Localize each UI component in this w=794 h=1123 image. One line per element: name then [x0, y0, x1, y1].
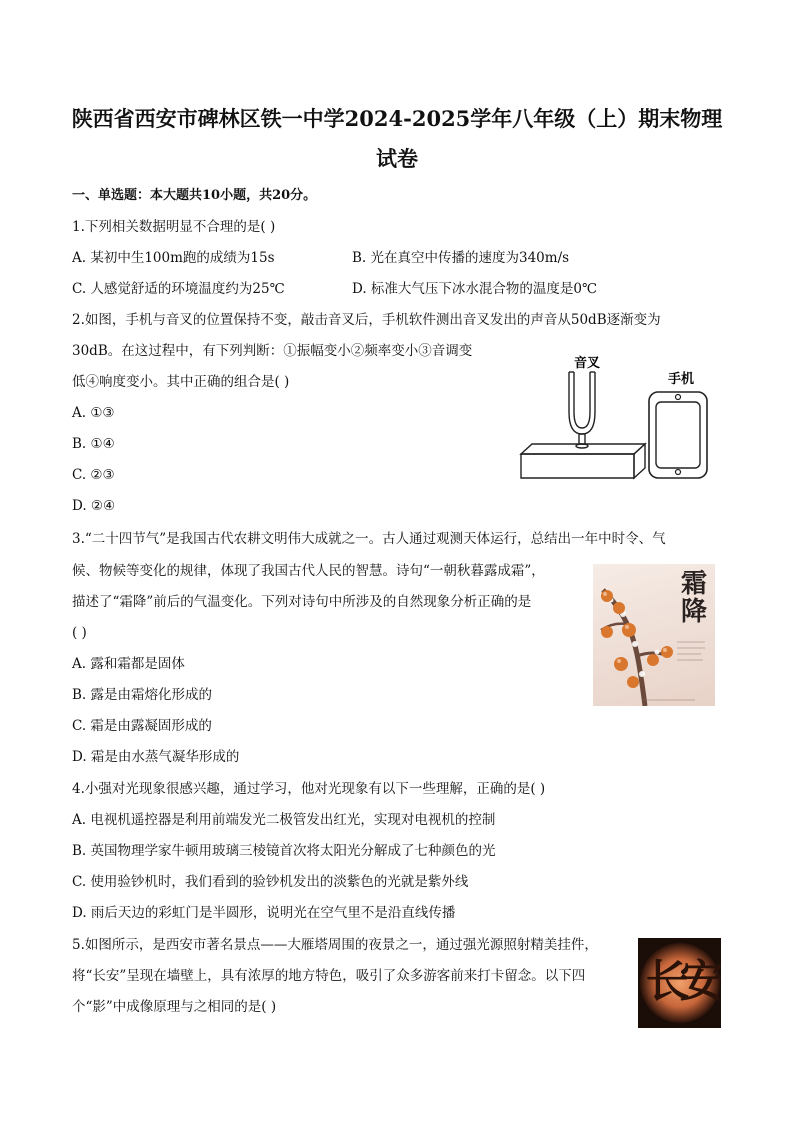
- fork-label: 音叉: [573, 355, 601, 370]
- q3-option-c: C. 霜是由露凝固形成的: [72, 718, 212, 734]
- q4-option-d: D. 雨后天边的彩虹门是半圆形，说明光在空气里不是沿直线传播: [72, 905, 456, 921]
- q2-option-c: C. ②③: [72, 467, 115, 483]
- q3-stem-line4: ( ): [72, 625, 87, 641]
- changan-photo-caption: 长安: [645, 956, 714, 1007]
- phone-label: 手机: [667, 371, 695, 386]
- page-title-continued: 试卷: [376, 146, 418, 171]
- q3-stem-line2: 候、物候等变化的规律，体现了我国古代人民的智慧。诗句“一朝秋暮露成霜”，: [72, 563, 545, 579]
- q4-option-a: A. 电视机遥控器是利用前端发光二极管发出红光，实现对电视机的控制: [72, 812, 496, 828]
- section-header: 一、单选题：本大题共10小题，共20分。: [72, 188, 317, 203]
- frost-photo-caption: 霜降: [680, 569, 707, 627]
- q2-stem-line2: 30dB。在这过程中，有下列判断：①振幅变小②频率变小③音调变: [72, 343, 473, 359]
- q3-stem-line1: 3.“二十四节气”是我国古代农耕文明伟大成就之一。古人通过观测天体运行，总结出一年中时令、气: [72, 531, 666, 547]
- q1-stem: 1.下列相关数据明显不合理的是( ): [72, 219, 276, 235]
- q1-option-b: B. 光在真空中传播的速度为340m/s: [352, 250, 570, 266]
- q2-option-a: A. ①③: [72, 405, 115, 421]
- tuning-fork-phone-figure: [516, 350, 716, 480]
- q5-stem-line1: 5.如图所示，是西安市著名景点——大雁塔周围的夜景之一，通过强光源照射精美挂件，: [72, 937, 598, 953]
- q2-stem-line3: 低④响度变小。其中正确的组合是( ): [72, 374, 290, 390]
- q3-option-a: A. 露和霜都是固体: [72, 656, 185, 672]
- q5-stem-line3: 个“影”中成像原理与之相同的是( ): [72, 999, 277, 1015]
- page-title: 陕西省西安市碑林区铁一中学2024-2025学年八年级（上）期末物理: [71, 106, 723, 131]
- q1-option-a: A. 某初中生100m跑的成绩为15s: [72, 250, 275, 266]
- q1-option-c: C. 人感觉舒适的环境温度约为25℃: [72, 281, 285, 297]
- changan-projection-photo: [638, 938, 721, 1028]
- frost-branch-photo: [593, 564, 715, 706]
- q4-option-c: C. 使用验钞机时，我们看到的验钞机发出的淡紫色的光就是紫外线: [72, 874, 469, 890]
- q2-stem-line1: 2.如图，手机与音叉的位置保持不变，敲击音叉后，手机软件测出音叉发出的声音从50dB逐渐变为: [72, 312, 661, 328]
- q2-option-d: D. ②④: [72, 498, 116, 514]
- wooden-box: [521, 444, 645, 478]
- q1-option-d: D. 标准大气压下冰水混合物的温度是0℃: [352, 281, 598, 297]
- q4-stem: 4.小强对光现象很感兴趣，通过学习，他对光现象有以下一些理解，正确的是( ): [72, 781, 546, 797]
- q2-option-b: B. ①④: [72, 436, 115, 452]
- q3-option-b: B. 露是由霜熔化形成的: [72, 687, 213, 703]
- phone-icon: [649, 392, 707, 478]
- tuning-fork-icon: [569, 372, 595, 448]
- q3-option-d: D. 霜是由水蒸气凝华形成的: [72, 749, 240, 765]
- q4-option-b: B. 英国物理学家牛顿用玻璃三棱镜首次将太阳光分解成了七种颜色的光: [72, 843, 496, 859]
- q5-stem-line2: 将“长安”呈现在墙壁上，具有浓厚的地方特色，吸引了众多游客前来打卡留念。以下四: [72, 968, 586, 984]
- q3-stem-line3: 描述了“霜降”前后的气温变化。下列对诗句中所涉及的自然现象分析正确的是: [72, 594, 532, 610]
